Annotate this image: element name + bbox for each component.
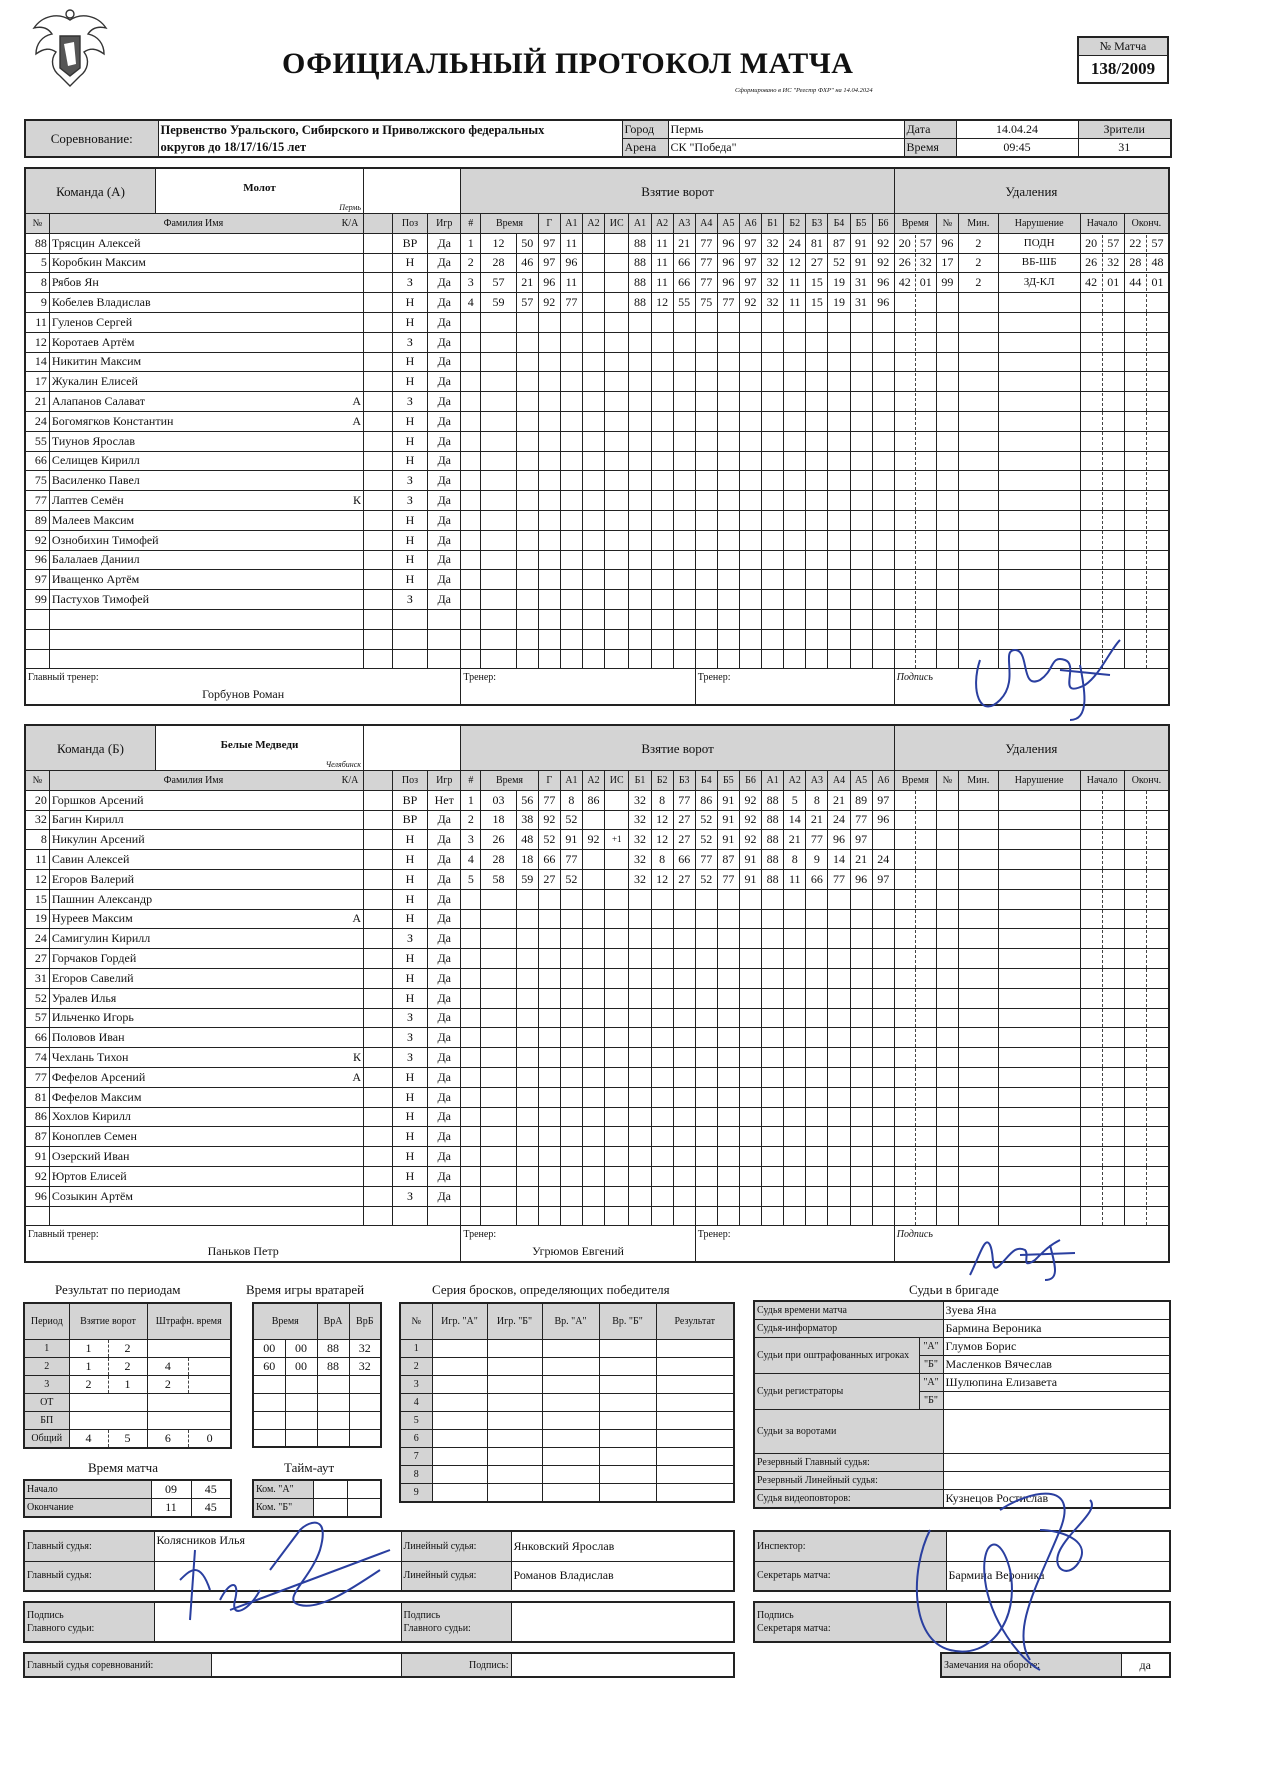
city: Пермь [668,120,904,139]
player-row: 32 Багин Кирилл ВР Да 2 18 38 92 52 32 12 27 52 91 92 88 14 21 24 77 96 [25,810,1169,830]
remarks-value: да [1121,1653,1170,1677]
timeout-title: Тайм-аут [284,1460,335,1475]
player-row: 20 Горшков Арсений ВР Нет 1 03 56 77 8 86 32 8 77 86 91 92 88 5 8 21 89 97 [25,790,1169,810]
player-row: 21 Алапанов Салават А З Да [25,392,1169,412]
player-row: 19 Нуреев Максим А Н Да [25,909,1169,929]
linesman-2: Романов Владислав [511,1561,734,1591]
player-row: 24 Богомягков Константин А Н Да [25,411,1169,431]
periods-table: Период Взятие ворот Штрафн. время 1 1 2 2 1 2 4 3 2 1 2 ОТ БП Общий 4 5 6 0 [23,1302,232,1449]
player-row: 12 Егоров Валерий Н Да 5 58 59 27 52 32 12 27 52 77 91 88 11 66 77 96 97 [25,869,1169,889]
player-row: 66 Половов Иван З Да [25,1028,1169,1048]
team-b-section [24,724,1170,1263]
spectators: 31 [1078,139,1171,158]
player-row: 99 Пастухов Тимофей З Да [25,590,1169,610]
match-time-table: Начало 09 45 Окончание 11 45 [23,1479,232,1518]
referees-table: Главный судья: Колясников Илья Линейный судья: Янковский Ярослав Главный судья: Линейный судья: Романов Владислав [23,1530,735,1592]
player-row: 11 Савин Алексей Н Да 4 28 18 66 77 32 8 66 77 87 91 88 8 9 14 21 24 [25,850,1169,870]
period-row: 1 1 2 [24,1339,231,1357]
shootout-title: Серия бросков, определяющих победителя [432,1282,670,1297]
goalies-title: Время игры вратарей [246,1282,365,1297]
match-time-title: Время матча [88,1460,158,1475]
period-row: БП [24,1411,231,1429]
team_b-head-coach: Паньков Петр [207,1244,279,1259]
player-row: 77 Лаптев Семён К З Да [25,491,1169,511]
player-row: 12 Коротаев Артём З Да [25,332,1169,352]
player-row: 27 Горчаков Гордей Н Да [25,949,1169,969]
officials-table: Судья времени матча Зуева Яна Судья-информатор Бармина Вероника Судьи при оштрафованных игроках "А" Глумов Борис "Б" Масленков Вячеслав Судьи регистраторы "А" Шулюпина Елизавета "Б" Судьи за воротами Резервный Главный судья: Резервный Линейный судья: Судья видеоповторов: Кузнецов Ростислав [753,1300,1171,1509]
player-row: 77 Фефелов Арсений А Н Да [25,1067,1169,1087]
player-row: 66 Селищев Кирилл Н Да [25,451,1169,471]
shootout-row: 7 [400,1447,734,1465]
goalie-row [253,1375,381,1393]
fhr-logo [28,6,112,102]
chief-referee-table: Главный судья соревнований: Подпись: [23,1652,735,1678]
player-row: 74 Чехлань Тихон К З Да [25,1048,1169,1068]
player-row: 11 Гуленов Сергей Н Да [25,312,1169,332]
goalie-row: 60 00 88 32 [253,1357,381,1375]
player-row: 17 Жукалин Елисей Н Да [25,372,1169,392]
player-row: 8 Никулин Арсений Н Да 3 26 48 52 91 92 +1 32 12 27 52 91 92 88 21 77 96 97 [25,830,1169,850]
timekeeper: Зуева Яна [943,1301,1170,1320]
match-number: 138/2009 [1078,56,1168,83]
player-row: 97 Иващенко Артём Н Да [25,570,1169,590]
player-row: 81 Фефелов Максим Н Да [25,1087,1169,1107]
inspector-table: Инспектор: Секретарь матча: Бармина Вероника [753,1530,1171,1592]
player-row: 14 Никитин Максим Н Да [25,352,1169,372]
sec-sign-table: Подпись Секретаря матча: [753,1601,1171,1643]
period-row: 2 1 2 4 [24,1357,231,1375]
player-row: 91 Озерский Иван Н Да [25,1147,1169,1167]
player-row: 55 Тиунов Ярослав Н Да [25,431,1169,451]
timeout-table: Ком. "А" Ком. "Б" [252,1479,382,1518]
team-a-section [24,167,1170,706]
player-row: 89 Малеев Максим Н Да [25,510,1169,530]
match-number-box: № Матча 138/2009 [1077,36,1169,84]
player-row: 52 Уралев Илья Н Да [25,988,1169,1008]
goalie-row [253,1393,381,1411]
player-row [25,629,1169,649]
ref-sign-table: Подпись Главного судьи: Подпись Главного судьи: [23,1601,735,1643]
shootout-row: 6 [400,1429,734,1447]
period-row: Общий 4 5 6 0 [24,1429,231,1448]
player-row [25,649,1169,669]
remarks-table: Замечания на обороте: да [940,1652,1171,1678]
shootout-row: 8 [400,1465,734,1483]
competition-name: Первенство Уральского, Сибирского и Приволжского федеральных [160,122,545,137]
player-row: 88 Трясцин Алексей ВР Да 1 12 50 97 11 88 11 21 77 96 97 32 24 81 87 91 92 20 57 96 2 ПОДН 20 57 22 57 [25,233,1169,253]
player-row: 15 Пашнин Александр Н Да [25,889,1169,909]
player-row: 31 Егоров Савелий Н Да [25,968,1169,988]
goalie-row [253,1429,381,1447]
shootout-table: № Игр. "А" Игр. "Б" Вр. "А" Вр. "Б" Результат 1 2 3 4 5 6 7 8 9 [399,1302,735,1503]
period-row: 3 2 1 2 [24,1375,231,1393]
player-row: 8 Рябов Ян З Да 3 57 21 96 11 88 11 66 77 96 97 32 11 15 19 31 96 42 01 99 2 ЗД-КЛ 42 01 44 01 [25,273,1169,293]
shootout-row: 4 [400,1393,734,1411]
shootout-row: 2 [400,1357,734,1375]
player-row: 92 Ознобихин Тимофей Н Да [25,530,1169,550]
match-info: Соревнование: Первенство Уральского, Сибирского и Приволжского федеральных округов до 18/17/16/15 лет Город Пермь Дата 14.04.24 Зрители Арена СК "Победа" Время 09:45 31 [24,119,1172,158]
shootout-row: 5 [400,1411,734,1429]
player-row: 5 Коробкин Максим Н Да 2 28 46 97 96 88 11 66 77 96 97 32 12 27 52 91 92 26 32 17 2 ВБ-ШБ 26 32 28 48 [25,253,1169,273]
player-row [25,1206,1169,1226]
officials-title: Судьи в бригаде [909,1282,999,1297]
shootout-row: 1 [400,1339,734,1357]
player-row: 24 Самигулин Кирилл З Да [25,929,1169,949]
referee-1: Колясников Илья [154,1531,401,1561]
player-row: 9 Кобелев Владислав Н Да 4 59 57 92 77 88 12 55 75 77 92 32 11 15 19 31 96 [25,293,1169,313]
page-title: ОФИЦИАЛЬНЫЙ ПРОТОКОЛ МАТЧА [282,47,854,80]
shootout-row: 3 [400,1375,734,1393]
player-row: 96 Балалаев Даниил Н Да [25,550,1169,570]
team_a-name: Молот [243,182,276,194]
period-row: ОТ [24,1393,231,1411]
goalies-table: Время ВрА ВрБ 00 00 88 32 60 00 88 32 [252,1302,382,1448]
player-row: 87 Коноплев Семен Н Да [25,1127,1169,1147]
arena: СК "Победа" [668,139,904,158]
player-row: 75 Василенко Павел З Да [25,471,1169,491]
shootout-row: 9 [400,1483,734,1502]
team_a-head-coach: Горбунов Роман [202,687,285,702]
goalie-row [253,1411,381,1429]
periods-title: Результат по периодам [55,1282,181,1297]
goalie-row: 00 00 88 32 [253,1339,381,1357]
player-row: 96 Созыкин Артём З Да [25,1186,1169,1206]
team_b-protocol: Команда (Б) Белые Медведи Челябинск Взятие ворот Удаления № Фамилия Имя К/А Поз Игр # Время Г А1 А2 ИС Б1 Б2 Б3 Б4 Б5 Б6 А1 А2 А3 А4 А5 А6 Время № Мин. Нарушение Начало Оконч. 20 Горшков Арсений ВР Нет 1 03 56 77 8 86 32 8 77 86 91 92 88 5 8 21 89 97 32 Багин Кирилл ВР Да 2 18 38 92 52 32 12 27 52 91 92 88 14 21 24 77 96 8 Никулин Арсений Н Да 3 26 48 52 91 92 +1 32 12 27 52 91 92 88 21 77 96 97 11 Савин Алексей Н Да 4 28 18 66 77 32 8 66 77 87 91 88 8 9 14 21 24 12 Егоров Валерий Н Да 5 58 59 27 52 32 12 27 52 77 91 88 11 66 77 96 97 15 Пашнин Александр Н Да 19 Нуреев Максим А Н Да 24 Самигулин Кирилл З Да 27 Горчаков Гордей Н Да 31 Егоров Савелий Н Да 52 Уралев Илья Н Да 57 Ильченко Игорь З Да 66 Половов Иван З Да 74 Чехлань Тихон К З Да 77 Фефелов Арсений А Н Да 81 Фефелов Максим Н Да 86 Хохлов Кирилл Н Да 87 Коноплев Семен Н Да 91 Озерский Иван Н Да 92 Юртов Елисей Н Да 96 Созыкин Артём З Да Главный тренер: Паньков Петр Тренер: Угрюмов Евгений Тренер: Подпись [24,724,1170,1263]
linesman-1: Янковский Ярослав [511,1531,734,1561]
player-row: 86 Хохлов Кирилл Н Да [25,1107,1169,1127]
generated-note: Сформировано в ИС "Реестр ФХР" на 14.04.2024 [735,87,873,94]
match-time: 09:45 [956,139,1078,158]
player-row [25,609,1169,629]
player-row: 57 Ильченко Игорь З Да [25,1008,1169,1028]
player-row: 92 Юртов Елисей Н Да [25,1166,1169,1186]
secretary: Бармина Вероника [946,1561,1170,1591]
informer: Бармина Вероника [943,1320,1170,1338]
team_a-protocol: Команда (А) Молот Пермь Взятие ворот Удаления № Фамилия Имя К/А Поз Игр # Время Г А1 А2 ИС А1 А2 А3 А4 А5 А6 Б1 Б2 Б3 Б4 Б5 Б6 Время № Мин. Нарушение Начало Оконч. 88 Трясцин Алексей ВР Да 1 12 50 97 11 88 11 21 77 96 97 32 24 81 87 91 92 20 57 96 2 ПОДН 20 57 22 57 5 Коробкин Максим Н Да 2 28 46 97 96 88 11 66 77 96 97 32 12 27 52 91 92 26 32 17 2 ВБ-ШБ 26 32 28 48 8 Рябов Ян З Да 3 57 21 96 11 88 11 66 77 96 97 32 11 15 19 31 96 42 01 99 2 ЗД-КЛ 42 01 44 01 9 Кобелев Владислав Н Да 4 59 57 92 77 88 12 55 75 77 92 32 11 15 19 31 96 11 Гуленов Сергей Н Да 12 Коротаев Артём З Да 14 Никитин Максим Н Да 17 Жукалин Елисей Н Да 21 Алапанов Салават А З Да 24 Богомягков Константин А Н Да 55 Тиунов Ярослав Н Да 66 Селищев Кирилл Н Да 75 Василенко Павел З Да 77 Лаптев Семён К З Да 89 Малеев Максим Н Да 92 Ознобихин Тимофей Н Да 96 Балалаев Даниил Н Да 97 Иващенко Артём Н Да 99 Пастухов Тимофей З Да Главный тренер: Горбунов Роман Тренер: Тренер: Подпись [24,167,1170,706]
team_b-name: Белые Медведи [220,739,299,751]
match-date: 14.04.24 [956,120,1078,139]
